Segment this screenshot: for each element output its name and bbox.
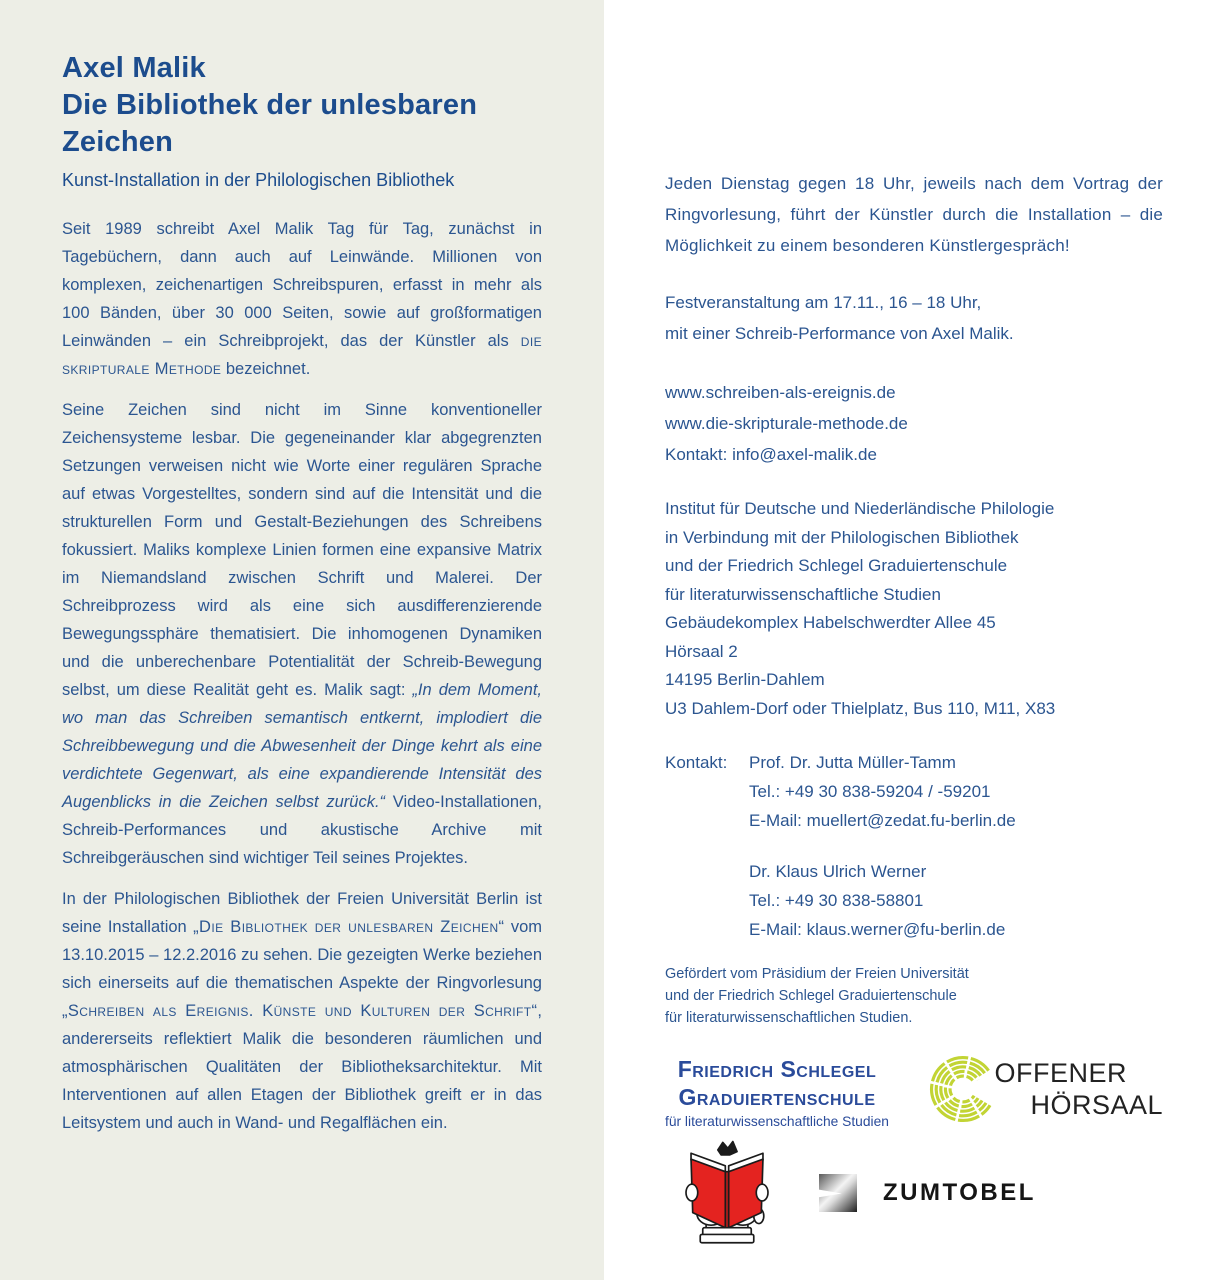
zumtobel-logo [819,1174,1036,1212]
subtitle: Kunst-Installation in der Philologischen Bibliothek [62,170,455,190]
web-links [665,377,1163,470]
venue-address [665,495,1163,723]
logo-row-1 [665,1049,1163,1129]
text-line: 14195 Berlin-Dahlem [665,670,825,689]
text-line: und der Friedrich Schlegel Graduiertenschule [665,556,1008,575]
offener-hoersaal-text [994,1057,1163,1121]
title-author: Axel Malik [62,52,206,84]
text-line: www.die-skripturale-methode.de [665,414,908,433]
text-line: Gebäudekomplex Habelschwerdter Allee 45 [665,613,996,632]
text-line: Institut für Deutsche und Niederländische Philologie [665,499,1055,518]
oh-line2: HÖRSAAL [1030,1090,1163,1120]
zumtobel-label: ZUMTOBEL [883,1179,1036,1206]
text-line: Dr. Klaus Ulrich Werner [749,862,927,881]
left-panel [0,0,604,1280]
tour-info-paragraph: Jeden Dienstag gegen 18 Uhr, jeweils nach dem Vortrag der Ringvorlesung, führt der Künstler durch die Installation – die Möglichkeit zu einem besonderen Künstlergespräch! [665,174,1163,255]
fsgs-logo-line1: Friedrich Schlegel [677,1056,877,1082]
text-line: Prof. Dr. Jutta Müller-Tamm [749,753,956,772]
contact-list [749,748,1016,944]
event-info [665,287,1163,349]
text-line: Gefördert vom Präsidium der Freien Universität [665,966,969,982]
text-line: Festveranstaltung am 17.11., 16 – 18 Uhr, [665,293,982,312]
text-line: Kontakt: info@axel-malik.de [665,445,877,464]
right-panel [604,0,1221,1280]
fan-icon [926,1049,1000,1129]
text-line: in Verbindung mit der Philologischen Bibliothek [665,527,1019,547]
contact-person-1 [749,748,1016,835]
text-line: mit einer Schreib-Performance von Axel Malik. [665,324,1014,343]
body-paragraph: Seit 1989 schreibt Axel Malik Tag für Tag, zunächst in Tagebüchern, dann auch auf Leinwände. Millionen von komplexen, zeichenartigen Schreibspuren, erfasst in mehr als 100 Bänden, über 30 000 Seiten, sowie auf großformatigen Leinwänden – ein Schreibprojekt, das der Künstler als die skripturale Methode bezeichnet. [62,220,542,378]
library-reader-icon [681,1139,773,1247]
funding-note [665,963,1163,1029]
text-line: www.schreiben-als-ereignis.de [665,383,896,402]
oh-line1: OFFENER [994,1058,1127,1088]
text-line: Tel.: +49 30 838-58801 [749,891,924,910]
contact-person-2 [749,857,1016,944]
body-paragraph: Seine Zeichen sind nicht im Sinne konventioneller Zeichensysteme lesbar. Die gegeneinander klar abgegrenzten Setzungen verweisen nicht wie Worte einer regulären Sprache auf etwas Vorgestelltes, sondern sind auf die Intensität und die strukturellen Form und Gestalt-Beziehungen des Schreibens fokussiert. Maliks komplexe Linien formen eine expansive Matrix im Niemandsland zwischen Schrift und Malerei. Der Schreibprozess wird als eine sich ausdifferenzierende Bewegungssphäre thematisiert. Die inhomogenen Dynamiken und die unberechenbare Potentialität der Schreib-Bewegung selbst, um diese Realität geht es. Malik sagt: „In dem Moment, wo man das Schreiben semantisch entkernt, implodiert die Schreibbewegung und die Abwesenheit der Dinge kehrt als eine verdichtete Gegenwart, als eine expandierende Intensität des Augenblicks in die Zeichen selbst zurück.“ Video-Installationen, Schreib-Performances und akustische Archive mit Schreibgeräuschen sind wichtiger Teil seines Projektes. [62,401,542,867]
text-line: für literaturwissenschaftlichen Studien. [665,1010,913,1026]
logo-row-2 [665,1139,1163,1247]
text-line: E-Mail: klaus.werner@fu-berlin.de [749,920,1006,939]
fsgs-logo [665,1049,889,1129]
left-body-text [62,215,542,1137]
zumtobel-icon [819,1174,857,1212]
fsgs-logo-line3: für literaturwissenschaftliche Studien [665,1114,889,1129]
contact-label: Kontakt: [665,753,728,772]
title-work: Die Bibliothek der unlesbaren Zeichen [62,89,478,158]
text-line: U3 Dahlem-Dorf oder Thielplatz, Bus 110, M11, X83 [665,698,1056,718]
text-line: für literaturwissenschaftliche Studien [665,584,941,604]
contact-section [665,748,1163,944]
text-line: und der Friedrich Schlegel Graduiertenschule [665,988,957,1004]
body-paragraph: In der Philologischen Bibliothek der Freien Universität Berlin ist seine Installation „Die Bibliothek der unlesbaren Zeichen“ vom 13.10.2015 – 12.2.2016 zu sehen. Die gezeigten Werke beziehen sich einerseits auf die thematischen Aspekte der Ringvorlesung „Schreiben als Ereignis. Künste und Kulturen der Schrift“, andererseits reflektiert Malik die besonderen räumlichen und atmosphärischen Qualitäten der Bibliotheksarchitektur. Mit Interventionen auf allen Etagen der Bibliothek greift er in das Leitsystem und auch in Wand- und Regalflächen ein. [62,890,542,1132]
offener-hoersaal-logo [926,1049,1163,1129]
text-line: Hörsaal 2 [665,641,738,661]
text-line: E-Mail: muellert@zedat.fu-berlin.de [749,811,1016,830]
text-line: Tel.: +49 30 838-59204 / -59201 [749,782,991,801]
fsgs-logo-line2: Graduiertenschule [678,1084,876,1110]
